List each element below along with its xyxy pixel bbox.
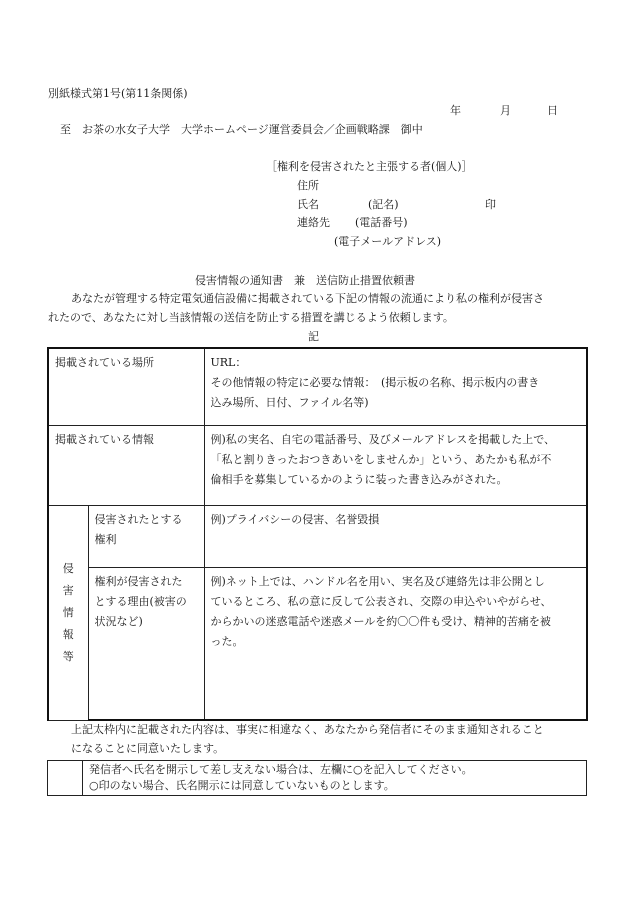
reason-line-2: ているところ、私の意に反して公表され、交際の申込やいやがらせ、 [210, 594, 552, 608]
email-note: (電子メールアドレス) [334, 235, 442, 248]
ki-mark: 記 [308, 330, 319, 343]
info-line-3: 倫相手を募集しているかのように装った書き込みがされた。 [210, 472, 508, 486]
location-other-1: その他情報の特定に必要な情報： (掲示板の名称、掲示板内の書き [210, 376, 540, 389]
group-char-1: 侵 [62, 561, 74, 575]
location-label: 掲載されている場所 [55, 356, 154, 369]
contact-label: 連絡先 [297, 216, 330, 229]
location-label-cell [48, 348, 204, 425]
form-id: 別紙様式第1号(第11条関係) [48, 87, 188, 100]
right-value: 例)プライバシーの侵害、名誉毀損 [210, 512, 380, 526]
location-url: URL： [210, 356, 247, 369]
reason-label-cell [88, 567, 204, 720]
consent-table [47, 760, 587, 796]
reason-line-3: からかいの迷惑電話や迷惑メールを約〇〇件も受け、精神的苦痛を被 [210, 614, 551, 628]
reason-value-cell [204, 567, 587, 720]
reason-label-2: とする理由(被害の [94, 594, 187, 608]
location-other-2: 込み場所、日付、ファイル名等) [210, 396, 369, 409]
right-label-cell [88, 505, 204, 567]
agreement-line-2: になることに同意いたします。 [71, 742, 225, 755]
reason-line-4: った。 [210, 634, 244, 648]
group-char-2: 害 [62, 583, 74, 597]
info-label-cell [48, 425, 204, 505]
info-value-cell [204, 425, 587, 505]
consent-line-2: ○印のない場合、氏名開示には同意していないものとします。 [89, 779, 395, 792]
info-line-1: 例)私の実名、自宅の電話番号、及びメールアドレスを掲載した上で、 [210, 432, 556, 446]
right-value-cell [204, 505, 587, 567]
consent-line-1: 発信者へ氏名を開示して差し支えない場合は、左欄に○を記入してください。 [89, 763, 473, 776]
group-char-5: 等 [62, 649, 74, 663]
right-label-1: 侵害されたとする [94, 512, 183, 526]
claimant-heading: ［権利を侵害されたと主張する者(個人)］ [266, 160, 473, 173]
group-char-3: 情 [62, 605, 74, 619]
document-title: 侵害情報の通知書 兼 送信防止措置依頼書 [195, 274, 415, 287]
reason-line-1: 例)ネット上では、ハンドル名を用い、実名及び連絡先は非公開とし [210, 574, 545, 588]
intro-line-1: あなたが管理する特定電気通信設備に掲載されている下記の情報の流通により私の権利が侵害さ [71, 292, 544, 305]
group-char-4: 報 [62, 627, 74, 641]
right-label-2: 権利 [94, 532, 117, 546]
reason-label-3: 状況など) [94, 614, 143, 628]
intro-line-2: れたので、あなたに対し当該情報の送信を防止する措置を講じるよう依頼します。 [48, 311, 454, 324]
date-year: 年 [450, 104, 461, 117]
seal-mark: 印 [485, 198, 496, 211]
name-note: (記名) [368, 198, 399, 211]
date-month: 月 [500, 104, 511, 117]
reason-label-1: 権利が侵害された [94, 574, 183, 588]
address-label: 住所 [297, 179, 319, 192]
name-label: 氏名 [297, 198, 319, 211]
consent-text-cell [83, 761, 587, 796]
phone-note: (電話番号) [355, 216, 408, 229]
info-label: 掲載されている情報 [55, 432, 154, 446]
addressee: 至 お茶の水女子大学 大学ホームページ運営委員会／企画戦略課 御中 [60, 123, 423, 136]
infringement-group-label [48, 505, 88, 720]
date-day: 日 [547, 104, 558, 117]
consent-mark-box[interactable] [48, 761, 83, 796]
info-table [47, 347, 588, 721]
info-line-2: 「私と割りきったおつきあいをしませんか」という、あたかも私が不 [210, 452, 552, 466]
location-value-cell [204, 348, 587, 425]
agreement-line-1: 上記太枠内に記載された内容は、事実に相違なく、あなたから発信者にそのまま通知されること [71, 723, 544, 736]
